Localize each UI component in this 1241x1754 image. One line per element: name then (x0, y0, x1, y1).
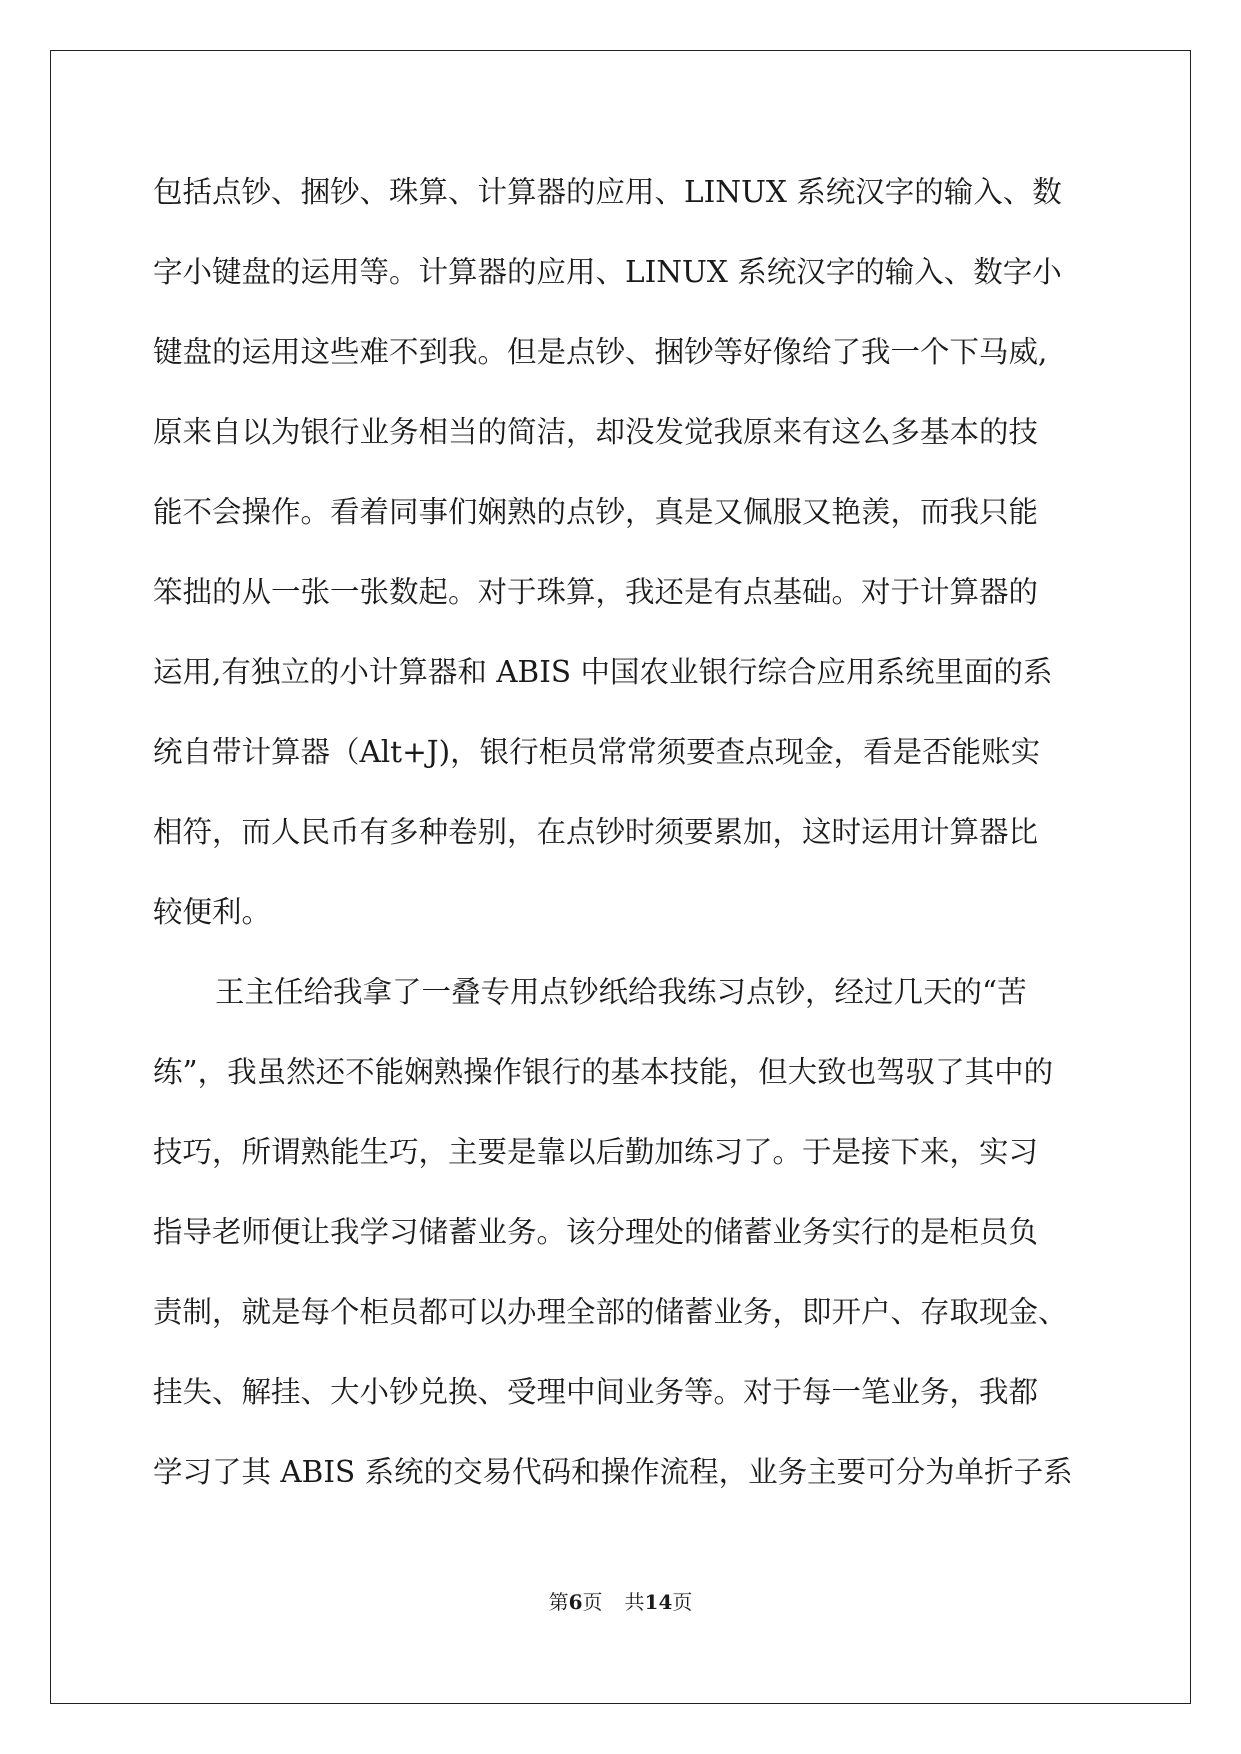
text-line: 较便利。 (153, 895, 272, 929)
text-line: 练”，我虽然还不能娴熟操作银行的基本技能，但大致也驾驭了其中的 (153, 1055, 1054, 1089)
text-line: 运用,有独立的小计算器和 ABIS 中国农业银行综合应用系统里面的系 (153, 655, 1053, 689)
text-line: 技巧，所谓熟能生巧，主要是靠以后勤加练习了。于是接下来，实习 (153, 1135, 1039, 1169)
footer-total-unit: 页 (672, 1590, 693, 1614)
text-line: 指导老师便让我学习储蓄业务。该分理处的储蓄业务实行的是柜员负 (153, 1215, 1039, 1249)
footer-page-unit: 页 (582, 1590, 603, 1614)
text-line: 学习了其 ABIS 系统的交易代码和操作流程，业务主要可分为单折子系 (153, 1455, 1073, 1489)
text-line: 统自带计算器（Alt+J)，银行柜员常常须要查点现金，看是否能账实 (153, 735, 1041, 769)
text-line: 挂失、解挂、大小钞兑换、受理中间业务等。对于每一笔业务，我都 (153, 1375, 1039, 1409)
page-number: 6 (568, 1590, 583, 1614)
footer-prefix: 第 (548, 1590, 569, 1614)
text-line: 键盘的运用这些难不到我。但是点钞、捆钞等好像给了我一个下马威, (153, 335, 1048, 369)
text-line: 能不会操作。看着同事们娴熟的点钞，真是又佩服又艳羡，而我只能 (153, 495, 1039, 529)
text-line: 字小键盘的运用等。计算器的应用、LINUX 系统汉字的输入、数字小 (153, 255, 1062, 289)
text-line: 相符，而人民币有多种卷别，在点钞时须要累加，这时运用计算器比 (153, 815, 1039, 849)
text-line: 责制，就是每个柜员都可以办理全部的储蓄业务，即开户、存取现金、 (153, 1295, 1068, 1329)
total-pages: 14 (644, 1590, 673, 1614)
paragraph-2 (153, 952, 1093, 1512)
text-line: 王主任给我拿了一叠专用点钞纸给我练习点钞，经过几天的“苦 (215, 975, 1027, 1009)
text-line: 包括点钞、捆钞、珠算、计算器的应用、LINUX 系统汉字的输入、数 (153, 175, 1062, 209)
paragraph-1 (153, 152, 1093, 952)
footer-total-prefix: 共 (624, 1590, 645, 1614)
document-body (153, 152, 1093, 1512)
page-footer (0, 1590, 1241, 1614)
text-line: 原来自以为银行业务相当的简洁，却没发觉我原来有这么多基本的技 (153, 415, 1039, 449)
text-line: 笨拙的从一张一张数起。对于珠算，我还是有点基础。对于计算器的 (153, 575, 1039, 609)
